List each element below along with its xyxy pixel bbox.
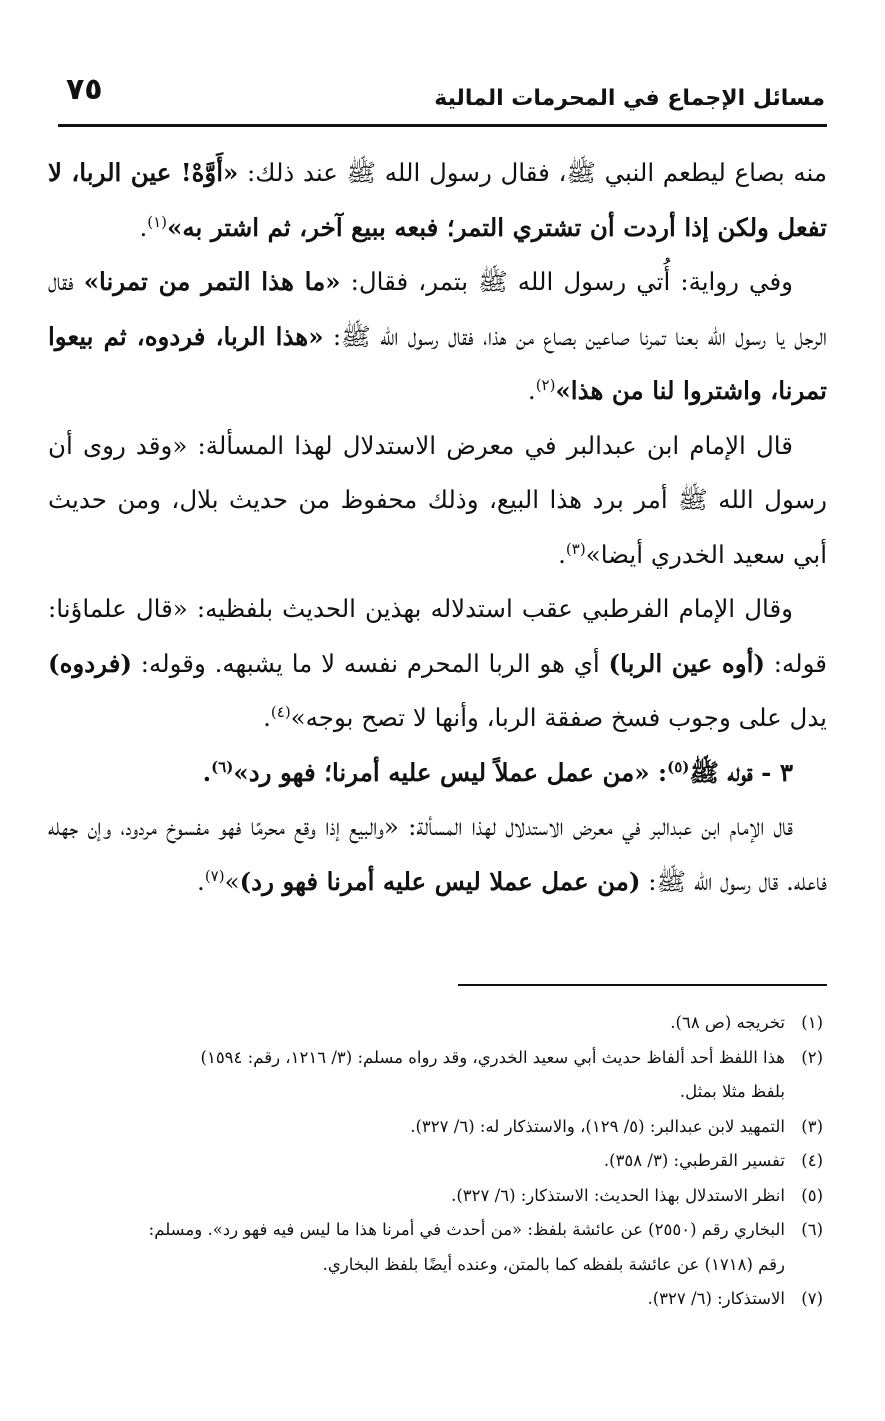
footnote-ref: (٣) <box>565 539 586 558</box>
hadith-quote: «أَوَّهْ! عين الربا، لا تفعل ولكن إذا أردت أن تشتري التمر؛ فبعه ببيع آخر، ثم اشتر به» <box>48 158 827 242</box>
page-header <box>58 58 827 118</box>
paragraph-2: وفي رواية: أُتي رسول الله ﷺ بتمر، فقال: «ما هذا التمر من تمرنا» فقال الرجل يا رسول الله بعنا تمرنا صاعين بصاع من هذا، فقال رسول الله ﷺ: «هذا الربا، فردوه، ثم بيعوا تمرنا، واشتروا لنا من هذا»$^{(٢)}$. <box>48 267 827 405</box>
hadith-quote: (من عمل عملا ليس عليه أمرنا فهو رد) <box>239 866 641 896</box>
paragraph-1: منه بصاع ليطعم النبي ﷺ، فقال رسول الله ﷺ عند ذلك: «أَوَّهْ! عين الربا، لا تفعل ولكن إذا أردت أن تشتري التمر؛ فبعه ببيع آخر، ثم اشتر به»$^{(١)}$. <box>48 158 827 242</box>
footnote-3: (٣) التمهيد لابن عبدالبر: (٥/ ١٢٩)، والاستذكار له: (٦/ ٣٢٧). <box>36 1110 823 1145</box>
footnote-5: (٥) انظر الاستدلال بهذا الحديث: الاستذكار: (٦/ ٣٢٧). <box>36 1179 823 1214</box>
footnote-ref: (٢) <box>535 375 556 394</box>
running-title: مسائل الإجماع في المحرمات المالية <box>434 86 825 111</box>
footnote-number: (٢) <box>801 1047 823 1067</box>
footnote-2: (٢) هذا اللفظ أحد ألفاظ حديث أبي سعيد الخدري، وقد رواه مسلم: (٣/ ١٢١٦، رقم: ١٥٩٤) <box>36 1041 823 1076</box>
footnotes <box>36 1006 823 1317</box>
footnote-4: (٤) تفسير القرطبي: (٣/ ٣٥٨). <box>36 1144 823 1179</box>
hadith-quote: (أوه عين الربا) <box>608 648 765 678</box>
footnote-number: (٤) <box>801 1151 823 1170</box>
footnote-ref: (٤) <box>270 702 291 721</box>
footnote-number: (٧) <box>801 1289 823 1308</box>
hadith-quote: (فردوه) <box>48 648 132 678</box>
hadith-quote: «من عمل عملاً ليس عليه أمرنا؛ فهو رد» <box>233 757 650 787</box>
footnote-number: (٦) <box>801 1220 823 1239</box>
paragraph-5: ٣ - قوله ﷺ$^{(٥)}$: «من عمل عملاً ليس عليه أمرنا؛ فهو رد»$^{(٦)}$. <box>202 757 793 787</box>
footnote-rule <box>458 984 827 986</box>
paragraph-6: قال الإمام ابن عبدالبر في معرض الاستدلال لهذا المسألة: «والبيع إذا وقع محرمًا فهو مفسوخ مردود، وإن جهله فاعله. قال رسول الله ﷺ: (من عمل عملا ليس عليه أمرنا فهو رد)»$^{(٧)}$. <box>48 812 827 896</box>
footnote-number: (٥) <box>801 1185 823 1205</box>
hadith-quote: «ما هذا التمر من تمرنا» <box>83 267 341 296</box>
footnote-ref: (٦) <box>211 757 234 776</box>
footnote-7: (٧) الاستذكار: (٦/ ٣٢٧). <box>36 1282 823 1317</box>
footnote-2-continuation: بلفظ مثلا بمثل. <box>679 1082 785 1101</box>
footnote-1: (١) تخريجه (ص ٦٨). <box>36 1006 823 1041</box>
paragraph-3: قال الإمام ابن عبدالبر في معرض الاستدلال لهذا المسألة: «وقد روى أن رسول الله ﷺ أمر برد هذا البيع، وذلك محفوظ من حديث بلال، ومن حديث أبي سعيد الخدري أيضا»$^{(٣)}$. <box>48 430 827 569</box>
hadith-quote: «هذا الربا، فردوه، ثم بيعوا تمرنا، واشتروا لنا من هذا» <box>48 321 827 405</box>
footnote-ref: (٧) <box>204 866 225 885</box>
footnote-number: (٣) <box>801 1116 823 1136</box>
footnote-6-continuation: رقم (١٧١٨) عن عائشة بلفظه كما بالمتن، وعنده أيضًا بلفظ البخاري. <box>322 1254 785 1274</box>
footnote-6: (٦) البخاري رقم (٢٥٥٠) عن عائشة بلفظ: «من أحدث في أمرنا هذا ما ليس فيه فهو رد». ومسلم: <box>36 1213 823 1248</box>
main-text <box>48 146 827 909</box>
page-number: ٧٥ <box>66 72 103 107</box>
footnote-ref: (١) <box>147 212 168 231</box>
footnote-number: (١) <box>801 1013 823 1032</box>
footnote-ref: (٥) <box>667 757 690 776</box>
paragraph-4: وقال الإمام الفرطبي عقب استدلاله بهذين الحديث بلفظيه: «قال علماؤنا: قوله: (أوه عين الربا) أي هو الربا المحرم نفسه لا ما يشبهه. وقوله: (فردوه) يدل على وجوب فسخ صفقة الربا، وأنها لا تصح بوجه»$^{(٤)}$. <box>48 594 827 732</box>
header-rule <box>58 124 827 127</box>
